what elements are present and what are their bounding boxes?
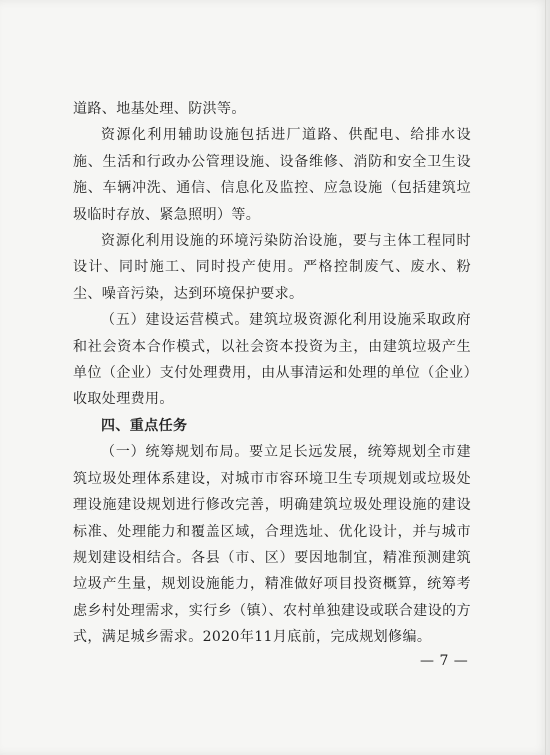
document-body [73,96,471,651]
paragraph-planning-layout: （一）统筹规划布局。要立足长远发展，统筹规划全市建筑垃圾处理体系建设，对城市市容环境卫生专项规划或垃圾处理设施建设规划进行修改完善，明确建筑垃圾处理设施的建设标准、处理能力和覆盖区域，合理选址、优化设计，并与城市规划建设相结合。各县（市、区）要因地制宜，精准预测建筑垃圾产生量，规划设施能力，精准做好项目投资概算，统筹考虑乡村处理需求，实行乡（镇）、农村单独建设或联合建设的方式，满足城乡需求。2020年11月底前，完成规划修编。 [73,444,471,646]
paragraph-auxiliary-facilities: 资源化利用辅助设施包括进厂道路、供配电、给排水设施、生活和行政办公管理设施、设备维修、消防和安全卫生设施、车辆冲洗、通信、信息化及监控、应急设施（包括建筑垃圾临时存放、紧急照明）等。 [73,127,471,223]
paragraph-operation-model: （五）建设运营模式。建筑垃圾资源化利用设施采取政府和社会资本合作模式，以社会资本投资为主，由建筑垃圾产生单位（企业）支付处理费用，由从事清运和处理的单位（企业）收取处理费用。 [73,312,471,408]
section-heading-key-tasks: 四、重点任务 [101,417,188,434]
paragraph-pollution-control: 资源化利用设施的环境污染防治设施，要与主体工程同时设计、同时施工、同时投产使用。严格控制废气、废水、粉尘、噪音污染，达到环境保护要求。 [73,233,471,302]
paragraph-1: 道路、地基处理、防洪等。 [73,101,246,117]
page-edge-shadow [545,0,546,755]
page-number: — 7 — [420,653,469,669]
